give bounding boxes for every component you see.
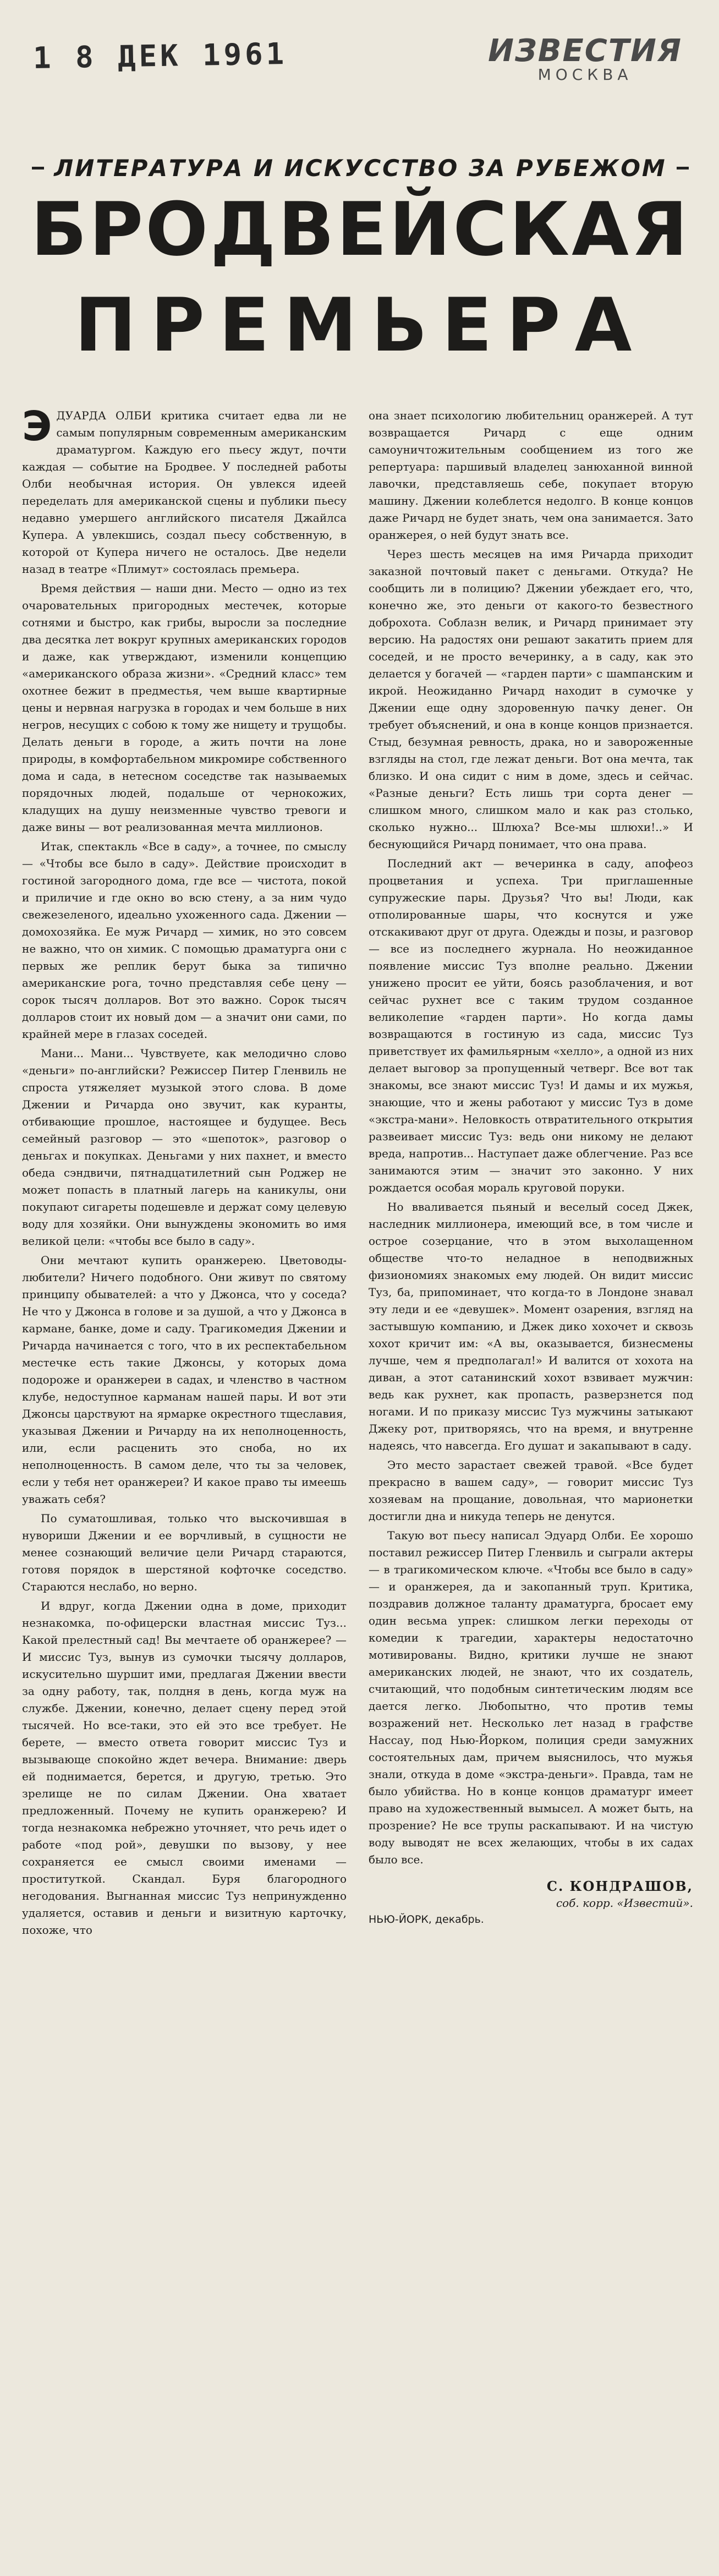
article-paragraph: По суматошливая, только что выскочившая в нувориши Джении и ее ворчливый, в сущности не менее сознающий величие цели Ричард стараются, готовя порядок в шерстяной кофточке соседство. Стараются неслабо, но верно. bbox=[22, 1512, 347, 1593]
article-paragraph: Но вваливается пьяный и веселый сосед Джек, наследник миллионера, имеющий все, в том числе и острое созерцание, что в этом выхолащенном обществе что-то неладное в неподвижных физиономиях знакомых ему людей. Он видит миссис Туз, ба, припоминает, что когда-то в Лондоне знавал эту леди и ее «девушек». Момент озарения, взгляд на застывшую компанию, и Джек дико хохочет и сквозь хохот кричит им: «А вы, оказывается, бизнесмены лучше, чем я предполагал!» И валится от хохота на диван, а этот сатанинский хохот взвивает мужчин: ведь как рухнет, как пропасть, разверзнется под ногами. И по приказу миссис Туз мужчины затыкают Джеку рот, притворяясь, что на время, и внутренне надеясь, что навсегда. Его душат и закапывают в саду. bbox=[369, 1200, 693, 1452]
article-paragraph: Время действия — наши дни. Место — одно из тех очаровательных пригородных местечек, которые сотнями и быстро, как грибы, выросли за последние два десятка лет вокруг крупных американских городов и даже, как утверждают, изменили концепцию «американского образа жизни». «Средний класс» тем охотнее бежит в предместья, чем выше квартирные цены и нервная нагрузка в городах и чем больше в них негров, несущих с собою к тому же нищету и трущобы. Делать деньги в городе, а жить почти на лоне природы, в комфортабельном микромире собственного дома и сада, в нетесном соседстве так называемых порядочных людей, подальше от чернокожих, кладущих на душу неизменные чувство тревоги и даже вины — вот реализованная мечта миллионов. bbox=[22, 582, 347, 834]
stamp-newspaper-name: ИЗВЕСТИЯ bbox=[488, 33, 682, 69]
article-paragraph: Такую вот пьесу написал Эдуард Олби. Ее хорошо поставил режиссер Питер Гленвиль и сыграли актеры — в трагикомическом ключе. «Чтобы все было в саду» — и оранжерея, да и закопанный труп. Критика, поздравив должное таланту драматурга, бросает ему один весьма упрек: слишком легки переходы от комедии к трагедии, характеры недостаточно мотивированы. Видно, критики лучше не знают американских людей, не знают, что их создатель, считающий, что подобным синтетическим людям все дается легко. Любопытно, что против темы возражений нет. Несколько лет назад в графстве Нассау, под Нью-Йорком, полиция среди замужних состоятельных дам, причем выяснилось, что мужья знали, откуда в доме «экстра-деньги». Правда, там не было убийства. Но в конце концов драматург имеет право на художественный вымысел. А может быть, на прозрение? Не все трупы раскапывают. И на чистую воду выводят не всех желающих, чтобы в их садах было все. bbox=[369, 1529, 693, 1866]
article-paragraph: Последний акт — вечеринка в саду, апофеоз процветания и успеха. Три приглашенные супружеские пары. Друзья? Что вы! Люди, как отполированные шары, что коснутся и уже отскакивают друг от друга. Одежды и позы, и разговор — все из последнего журнала. Но неожиданное появление миссис Туз вполне реально. Джении унижено просит ее уйти, боясь разоблачения, и вот сейчас рухнет все с таким трудом созданное великолепие «гарден парти». Но когда дамы возвращаются в гостиную из сада, миссис Туз приветствует их фамильярным «хелло», а одной из них делает выговор за пропущенный четверг. Все вот так знакомы, все знают миссис Туз! И дамы и их мужья, знающие, что и жены работают у миссис Туз в доме «экстра-мани». Неловкость отвратительного открытия развеивает миссис Туз: ведь они никому не делают вреда, напротив... Наступает даже облегчение. Раз все занимаются этим — значит это законно. У них рождается особая мораль круговой поруки. bbox=[369, 857, 693, 1194]
stamp-newspaper bbox=[488, 33, 682, 84]
article-paragraph: Они мечтают купить оранжерею. Цветоводы-любители? Ничего подобного. Они живут по святому принципу обывателей: а что у Джонса, что у соседа? Не что у Джонса в голове и за душой, а что у Джонса в кармане, банке, доме и саду. Трагикомедия Джении и Ричарда начинается с того, что в их респектабельном местечке есть такие Джонсы, у которых дома подороже и оранжереи в садах, и членство в частном клубе, недоступное карманам нашей пары. И вот эти Джонсы царствуют на ярмарке окрестного тщеславия, указывая Джении и Ричарду на их неполноценность, или, если расценить это сноба, но их неполноценность. В самом деле, что ты за человек, если у тебя нет оранжереи? И какое право ты имеешь уважать себя? bbox=[22, 1254, 347, 1506]
byline-role: соб. корр. «Известий». bbox=[556, 1896, 693, 1910]
stamp-date: 1 8 ДЕК 1961 bbox=[32, 36, 288, 76]
rubric-rule-right bbox=[677, 167, 689, 169]
section-rubric bbox=[22, 149, 699, 187]
byline bbox=[369, 1878, 693, 1928]
archive-stamp bbox=[17, 33, 699, 99]
drop-cap: Э bbox=[22, 403, 52, 450]
article-paragraph: ЭДУАРДА ОЛБИ критика считает едва ли не самым популярным современным американским драматургом. Каждую его пьесу ждут, почти каждая — событие на Бродвее. У последней работы Олби необычная история. Он увлекся идеей переделать для американской сцены и публики пьесу недавно умершего английского писателя Джайлса Купера. А увлекшись, создал пьесу собственную, в которой от Купера ничего не осталось. Две недели назад в театре «Плимут» состоялась премьера. bbox=[22, 403, 347, 576]
article-column-right bbox=[369, 407, 693, 1928]
article-headline bbox=[22, 187, 699, 391]
headline-line-1: БРОДВЕЙСКАЯ bbox=[30, 187, 690, 272]
article-column-left bbox=[22, 403, 347, 1941]
byline-dateline: НЬЮ-ЙОРК, декабрь. bbox=[369, 1913, 484, 1926]
rubric-text: ЛИТЕРАТУРА И ИСКУССТВО ЗА РУБЕЖОМ bbox=[54, 154, 667, 182]
article-paragraph: Итак, спектакль «Все в саду», а точнее, по смыслу — «Чтобы все было в саду». Действие происходит в гостиной загородного дома, где все — чистота, покой и приличие и где окно во всю стену, а за ним чудо свежезеленого, идеально ухоженного сада. Джении — домохозяйка. Ее муж Ричард — химик, но это совсем не важно, что он химик. С помощью драматурга они с первых же реплик берут быка за типично американские рога, точно представляя себе цену — сорок тысяч долларов. Вот это важно. Сорок тысяч долларов стоит их новый дом — а значит они сами, по крайней мере в глазах соседей. bbox=[22, 840, 347, 1041]
article-paragraph: И вдруг, когда Джении одна в доме, приходит незнакомка, по-офицерски властная миссис Туз... Какой прелестный сад! Вы мечтаете об оранжерее? — И миссис Туз, вынув из сумочки тысячу долларов, искусительно шуршит ими, предлагая Джении ввести за одну работу, так, полдня в день, когда муж на службе. Джении, конечно, делает сцену перед этой тысячей. Но все-таки, это ей это все требует. Не берете, — вместо ответа говорит миссис Туз и вызывающе спокойно ждет вечера. Внимание: дверь ей поднимается, берется, и другую, третью. Это зрелище не по силам Джении. Она хватает предложенный. Почему не купить оранжерею? И тогда незнакомка небрежно уточняет, что речь идет о работе «под рой», девушки по вызову, у нее сохраняется ее смысл своими именами — проституткой. Скандал. Буря благородного негодования. Выгнанная миссис Туз непринужденно удаляется, оставив и деньги и визитную карточку, похоже, что bbox=[22, 1599, 347, 1937]
article-paragraph: Мани... Мани... Чувствуете, как мелодично слово «деньги» по-английски? Режиссер Питер Гленвиль не спроста утяжеляет музыкой этого слова. В доме Джении и Ричарда оно звучит, как куранты, отбивающие прошлое, настоящее и будущее. Весь семейный разговор — это «шепоток», разговор о деньгах и покупках. Деньгами у них пахнет, и вместо обеда сэндвичи, пятнадцатилетний сын Роджер не может попасть в платный лагерь на каникулы, они покупают сигареты подешевле и держат сому целевую воду для хозяйки. Они вынуждены экономить во имя великой цели: «чтобы все было в саду». bbox=[22, 1047, 347, 1248]
article-paragraph: Это место зарастает свежей травой. «Все будет прекрасно в вашем саду», — говорит миссис Туз хозяевам на прощание, довольная, что марионетки достигли дна и никуда теперь не денутся. bbox=[369, 1458, 693, 1523]
article-paragraph: она знает психологию любительниц оранжерей. А тут возвращается Ричард с еще одним самоуничтожительным сообщением из того же репертуара: паршивый владелец занюханной винной лавочки, представляешь себе, покупает вторую машину. Джении колеблется недолго. В конце концов даже Ричард не будет знать, чем она занимается. Зато оранжерея, о ней будут знать все. bbox=[369, 409, 693, 542]
rubric-rule-left bbox=[32, 167, 44, 169]
byline-author: С. КОНДРАШОВ, bbox=[546, 1878, 693, 1894]
article-paragraph: Через шесть месяцев на имя Ричарда приходит заказной почтовый пакет с деньгами. Откуда? Не сообщить ли в полицию? Джении убеждает его, что, конечно же, это деньги от какого-то безвестного доброхота. Соблазн велик, и Ричард принимает эту версию. На радостях они решают закатить прием для соседей, и не просто вечеринку, а в саду, как это делается у богачей — «гарден парти» с шампанским и икрой. Неожиданно Ричард находит в сумочке у Джении еще одну здоровенную пачку денег. Он требует объяснений, и она в конце концов признается. Стыд, безумная ревность, драка, но и завороженные взгляды на стол, где лежат деньги. Вот она мечта, так близко. И она сидит с ним в доме, здесь и сейчас. «Разные деньги? Есть лишь три сорта денег — слишком много, слишком мало и как раз столько, сколько нужно... Шлюха? Все-мы шлюхи!..» И беснующийся Ричард понимает, что она права. bbox=[369, 548, 693, 851]
stamp-city: МОСКВА bbox=[537, 65, 633, 84]
headline-line-2: ПРЕМЬЕРА bbox=[74, 282, 646, 368]
